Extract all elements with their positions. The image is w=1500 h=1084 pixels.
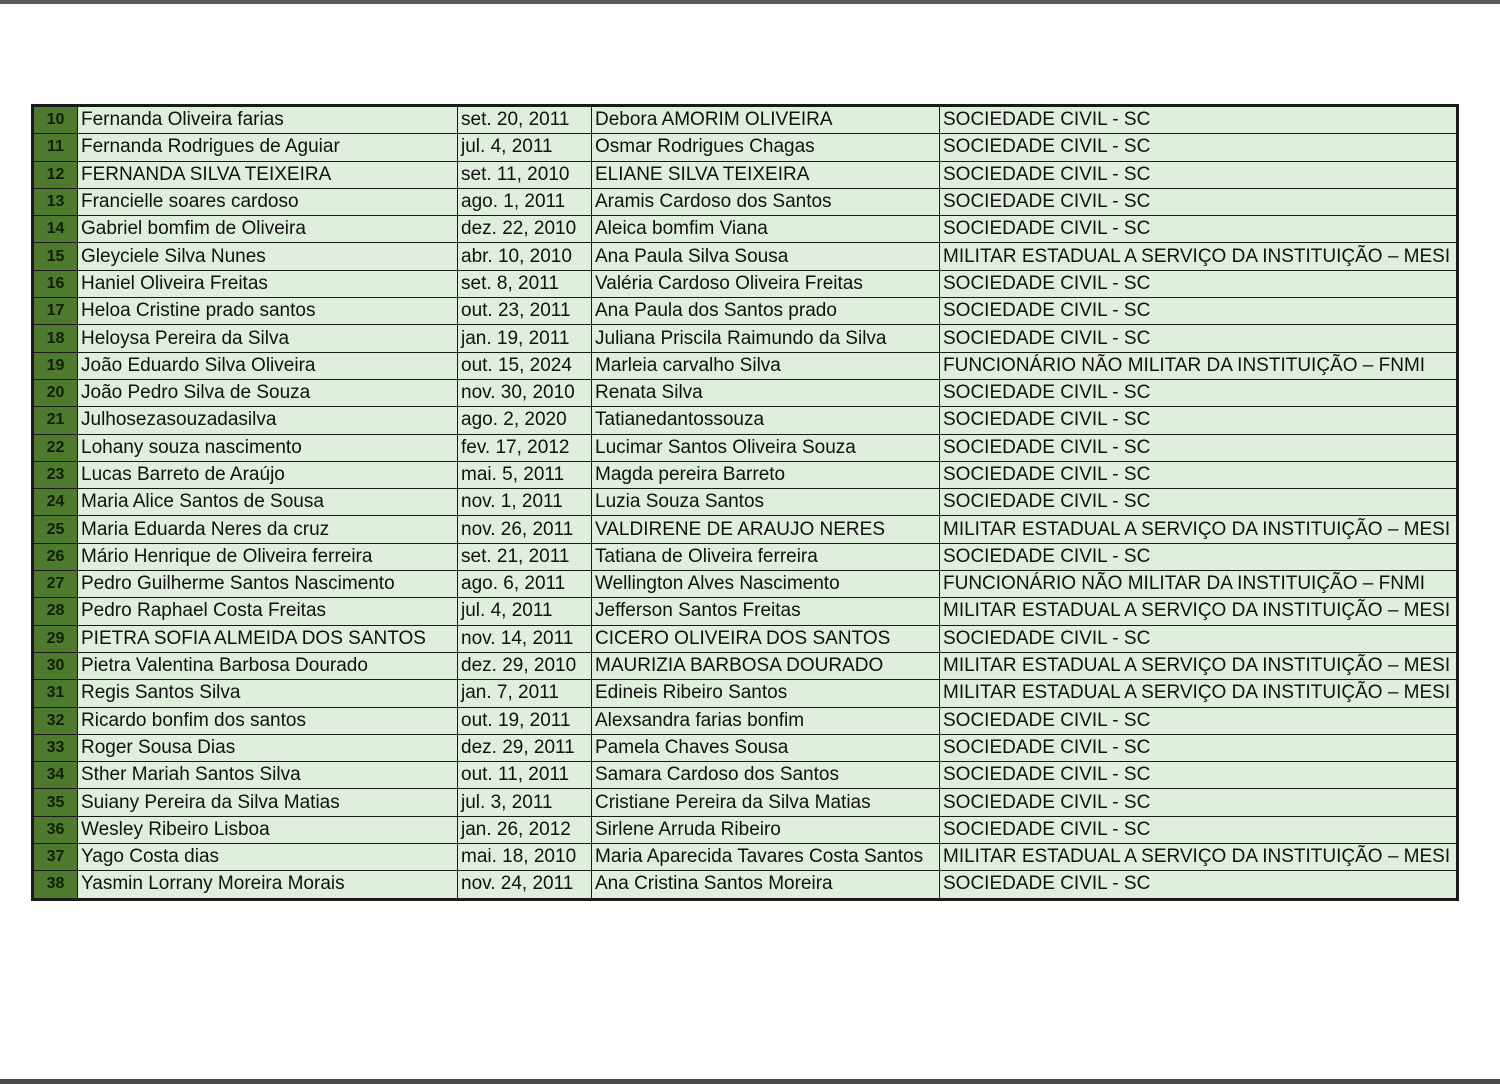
row-number-cell: 10 — [33, 106, 78, 134]
student-name-cell: Fernanda Oliveira farias — [78, 106, 458, 134]
birth-date-cell: nov. 1, 2011 — [458, 489, 592, 516]
birth-date-cell: dez. 22, 2010 — [458, 216, 592, 243]
row-number-cell: 34 — [33, 762, 78, 789]
birth-date-cell: jan. 19, 2011 — [458, 325, 592, 352]
table-row — [33, 625, 1458, 652]
row-number-cell: 12 — [33, 161, 78, 188]
guardian-name-cell: Maria Aparecida Tavares Costa Santos — [592, 844, 940, 871]
student-name-cell: Pietra Valentina Barbosa Dourado — [78, 652, 458, 679]
student-name-cell: Heloa Cristine prado santos — [78, 298, 458, 325]
table-row — [33, 707, 1458, 734]
category-cell: SOCIEDADE CIVIL - SC — [940, 461, 1458, 488]
birth-date-cell: ago. 1, 2011 — [458, 188, 592, 215]
row-number-cell: 24 — [33, 489, 78, 516]
birth-date-cell: nov. 26, 2011 — [458, 516, 592, 543]
student-name-cell: Gabriel bomfim de Oliveira — [78, 216, 458, 243]
category-cell: SOCIEDADE CIVIL - SC — [940, 816, 1458, 843]
table-row — [33, 871, 1458, 899]
category-cell: SOCIEDADE CIVIL - SC — [940, 871, 1458, 899]
guardian-name-cell: Tatianedantossouza — [592, 407, 940, 434]
table-row — [33, 652, 1458, 679]
guardian-name-cell: Renata Silva — [592, 379, 940, 406]
guardian-name-cell: Samara Cardoso dos Santos — [592, 762, 940, 789]
category-cell: SOCIEDADE CIVIL - SC — [940, 489, 1458, 516]
table-row — [33, 188, 1458, 215]
category-cell: SOCIEDADE CIVIL - SC — [940, 407, 1458, 434]
table-row — [33, 407, 1458, 434]
category-cell: SOCIEDADE CIVIL - SC — [940, 625, 1458, 652]
guardian-name-cell: Valéria Cardoso Oliveira Freitas — [592, 270, 940, 297]
student-name-cell: Francielle soares cardoso — [78, 188, 458, 215]
birth-date-cell: set. 8, 2011 — [458, 270, 592, 297]
category-cell: FUNCIONÁRIO NÃO MILITAR DA INSTITUIÇÃO – FNMI — [940, 571, 1458, 598]
student-name-cell: FERNANDA SILVA TEIXEIRA — [78, 161, 458, 188]
table-row — [33, 216, 1458, 243]
birth-date-cell: out. 23, 2011 — [458, 298, 592, 325]
row-number-cell: 27 — [33, 571, 78, 598]
category-cell: SOCIEDADE CIVIL - SC — [940, 298, 1458, 325]
row-number-cell: 37 — [33, 844, 78, 871]
table-row — [33, 571, 1458, 598]
birth-date-cell: out. 19, 2011 — [458, 707, 592, 734]
category-cell: SOCIEDADE CIVIL - SC — [940, 106, 1458, 134]
row-number-cell: 17 — [33, 298, 78, 325]
birth-date-cell: set. 20, 2011 — [458, 106, 592, 134]
birth-date-cell: set. 21, 2011 — [458, 543, 592, 570]
student-name-cell: Ricardo bonfim dos santos — [78, 707, 458, 734]
guardian-name-cell: Pamela Chaves Sousa — [592, 734, 940, 761]
table-row — [33, 598, 1458, 625]
student-name-cell: Yasmin Lorrany Moreira Morais — [78, 871, 458, 899]
guardian-name-cell: Lucimar Santos Oliveira Souza — [592, 434, 940, 461]
student-name-cell: Julhosezasouzadasilva — [78, 407, 458, 434]
viewer-bottom-bar — [0, 1079, 1500, 1084]
row-number-cell: 28 — [33, 598, 78, 625]
guardian-name-cell: Cristiane Pereira da Silva Matias — [592, 789, 940, 816]
birth-date-cell: set. 11, 2010 — [458, 161, 592, 188]
category-cell: SOCIEDADE CIVIL - SC — [940, 270, 1458, 297]
row-number-cell: 31 — [33, 680, 78, 707]
row-number-cell: 35 — [33, 789, 78, 816]
guardian-name-cell: Tatiana de Oliveira ferreira — [592, 543, 940, 570]
student-name-cell: Fernanda Rodrigues de Aguiar — [78, 134, 458, 161]
category-cell: SOCIEDADE CIVIL - SC — [940, 134, 1458, 161]
birth-date-cell: jul. 3, 2011 — [458, 789, 592, 816]
roster-table-body — [33, 106, 1458, 900]
row-number-cell: 20 — [33, 379, 78, 406]
table-row — [33, 379, 1458, 406]
row-number-cell: 36 — [33, 816, 78, 843]
guardian-name-cell: Jefferson Santos Freitas — [592, 598, 940, 625]
table-row — [33, 816, 1458, 843]
row-number-cell: 32 — [33, 707, 78, 734]
birth-date-cell: nov. 24, 2011 — [458, 871, 592, 899]
table-row — [33, 543, 1458, 570]
document-page — [0, 4, 1500, 1079]
guardian-name-cell: Magda pereira Barreto — [592, 461, 940, 488]
guardian-name-cell: CICERO OLIVEIRA DOS SANTOS — [592, 625, 940, 652]
birth-date-cell: dez. 29, 2011 — [458, 734, 592, 761]
student-name-cell: João Eduardo Silva Oliveira — [78, 352, 458, 379]
table-row — [33, 789, 1458, 816]
guardian-name-cell: Ana Cristina Santos Moreira — [592, 871, 940, 899]
row-number-cell: 38 — [33, 871, 78, 899]
student-name-cell: Yago Costa dias — [78, 844, 458, 871]
student-name-cell: Sther Mariah Santos Silva — [78, 762, 458, 789]
student-name-cell: Pedro Guilherme Santos Nascimento — [78, 571, 458, 598]
category-cell: MILITAR ESTADUAL A SERVIÇO DA INSTITUIÇÃO – MESI — [940, 652, 1458, 679]
table-row — [33, 762, 1458, 789]
student-name-cell: Regis Santos Silva — [78, 680, 458, 707]
category-cell: SOCIEDADE CIVIL - SC — [940, 734, 1458, 761]
birth-date-cell: ago. 6, 2011 — [458, 571, 592, 598]
row-number-cell: 33 — [33, 734, 78, 761]
table-row — [33, 161, 1458, 188]
table-row — [33, 734, 1458, 761]
table-row — [33, 434, 1458, 461]
table-row — [33, 243, 1458, 270]
birth-date-cell: fev. 17, 2012 — [458, 434, 592, 461]
guardian-name-cell: Debora AMORIM OLIVEIRA — [592, 106, 940, 134]
student-name-cell: Suiany Pereira da Silva Matias — [78, 789, 458, 816]
birth-date-cell: nov. 14, 2011 — [458, 625, 592, 652]
category-cell: SOCIEDADE CIVIL - SC — [940, 325, 1458, 352]
birth-date-cell: ago. 2, 2020 — [458, 407, 592, 434]
category-cell: MILITAR ESTADUAL A SERVIÇO DA INSTITUIÇÃO – MESI — [940, 243, 1458, 270]
category-cell: SOCIEDADE CIVIL - SC — [940, 762, 1458, 789]
student-name-cell: PIETRA SOFIA ALMEIDA DOS SANTOS — [78, 625, 458, 652]
student-name-cell: Mário Henrique de Oliveira ferreira — [78, 543, 458, 570]
guardian-name-cell: Ana Paula dos Santos prado — [592, 298, 940, 325]
table-row — [33, 325, 1458, 352]
student-name-cell: Maria Eduarda Neres da cruz — [78, 516, 458, 543]
guardian-name-cell: Osmar Rodrigues Chagas — [592, 134, 940, 161]
table-row — [33, 298, 1458, 325]
row-number-cell: 18 — [33, 325, 78, 352]
guardian-name-cell: Luzia Souza Santos — [592, 489, 940, 516]
birth-date-cell: jul. 4, 2011 — [458, 134, 592, 161]
student-name-cell: Gleyciele Silva Nunes — [78, 243, 458, 270]
student-name-cell: Heloysa Pereira da Silva — [78, 325, 458, 352]
table-row — [33, 461, 1458, 488]
table-row — [33, 680, 1458, 707]
category-cell: SOCIEDADE CIVIL - SC — [940, 707, 1458, 734]
category-cell: MILITAR ESTADUAL A SERVIÇO DA INSTITUIÇÃO – MESI — [940, 844, 1458, 871]
row-number-cell: 11 — [33, 134, 78, 161]
row-number-cell: 21 — [33, 407, 78, 434]
table-row — [33, 489, 1458, 516]
row-number-cell: 23 — [33, 461, 78, 488]
table-row — [33, 134, 1458, 161]
category-cell: MILITAR ESTADUAL A SERVIÇO DA INSTITUIÇÃO – MESI — [940, 516, 1458, 543]
birth-date-cell: dez. 29, 2010 — [458, 652, 592, 679]
row-number-cell: 29 — [33, 625, 78, 652]
row-number-cell: 25 — [33, 516, 78, 543]
table-row — [33, 516, 1458, 543]
student-roster-table — [31, 104, 1459, 901]
row-number-cell: 14 — [33, 216, 78, 243]
birth-date-cell: mai. 5, 2011 — [458, 461, 592, 488]
guardian-name-cell: Aleica bomfim Viana — [592, 216, 940, 243]
student-name-cell: Lucas Barreto de Araújo — [78, 461, 458, 488]
row-number-cell: 22 — [33, 434, 78, 461]
guardian-name-cell: MAURIZIA BARBOSA DOURADO — [592, 652, 940, 679]
category-cell: SOCIEDADE CIVIL - SC — [940, 188, 1458, 215]
student-name-cell: Pedro Raphael Costa Freitas — [78, 598, 458, 625]
birth-date-cell: out. 15, 2024 — [458, 352, 592, 379]
birth-date-cell: abr. 10, 2010 — [458, 243, 592, 270]
category-cell: SOCIEDADE CIVIL - SC — [940, 543, 1458, 570]
guardian-name-cell: Wellington Alves Nascimento — [592, 571, 940, 598]
birth-date-cell: jan. 26, 2012 — [458, 816, 592, 843]
row-number-cell: 15 — [33, 243, 78, 270]
category-cell: SOCIEDADE CIVIL - SC — [940, 216, 1458, 243]
table-row — [33, 270, 1458, 297]
guardian-name-cell: Edineis Ribeiro Santos — [592, 680, 940, 707]
birth-date-cell: mai. 18, 2010 — [458, 844, 592, 871]
table-row — [33, 352, 1458, 379]
row-number-cell: 19 — [33, 352, 78, 379]
student-name-cell: Maria Alice Santos de Sousa — [78, 489, 458, 516]
student-name-cell: Haniel Oliveira Freitas — [78, 270, 458, 297]
birth-date-cell: nov. 30, 2010 — [458, 379, 592, 406]
row-number-cell: 13 — [33, 188, 78, 215]
guardian-name-cell: Marleia carvalho Silva — [592, 352, 940, 379]
guardian-name-cell: VALDIRENE DE ARAUJO NERES — [592, 516, 940, 543]
birth-date-cell: out. 11, 2011 — [458, 762, 592, 789]
student-name-cell: Wesley Ribeiro Lisboa — [78, 816, 458, 843]
category-cell: SOCIEDADE CIVIL - SC — [940, 379, 1458, 406]
category-cell: MILITAR ESTADUAL A SERVIÇO DA INSTITUIÇÃO – MESI — [940, 598, 1458, 625]
guardian-name-cell: Juliana Priscila Raimundo da Silva — [592, 325, 940, 352]
student-name-cell: Lohany souza nascimento — [78, 434, 458, 461]
student-name-cell: Roger Sousa Dias — [78, 734, 458, 761]
category-cell: SOCIEDADE CIVIL - SC — [940, 434, 1458, 461]
category-cell: SOCIEDADE CIVIL - SC — [940, 789, 1458, 816]
birth-date-cell: jan. 7, 2011 — [458, 680, 592, 707]
guardian-name-cell: Sirlene Arruda Ribeiro — [592, 816, 940, 843]
table-row — [33, 844, 1458, 871]
guardian-name-cell: Ana Paula Silva Sousa — [592, 243, 940, 270]
row-number-cell: 16 — [33, 270, 78, 297]
student-name-cell: João Pedro Silva de Souza — [78, 379, 458, 406]
category-cell: SOCIEDADE CIVIL - SC — [940, 161, 1458, 188]
guardian-name-cell: Alexsandra farias bonfim — [592, 707, 940, 734]
category-cell: MILITAR ESTADUAL A SERVIÇO DA INSTITUIÇÃO – MESI — [940, 680, 1458, 707]
row-number-cell: 30 — [33, 652, 78, 679]
birth-date-cell: jul. 4, 2011 — [458, 598, 592, 625]
guardian-name-cell: Aramis Cardoso dos Santos — [592, 188, 940, 215]
row-number-cell: 26 — [33, 543, 78, 570]
table-row — [33, 106, 1458, 134]
category-cell: FUNCIONÁRIO NÃO MILITAR DA INSTITUIÇÃO – FNMI — [940, 352, 1458, 379]
guardian-name-cell: ELIANE SILVA TEIXEIRA — [592, 161, 940, 188]
